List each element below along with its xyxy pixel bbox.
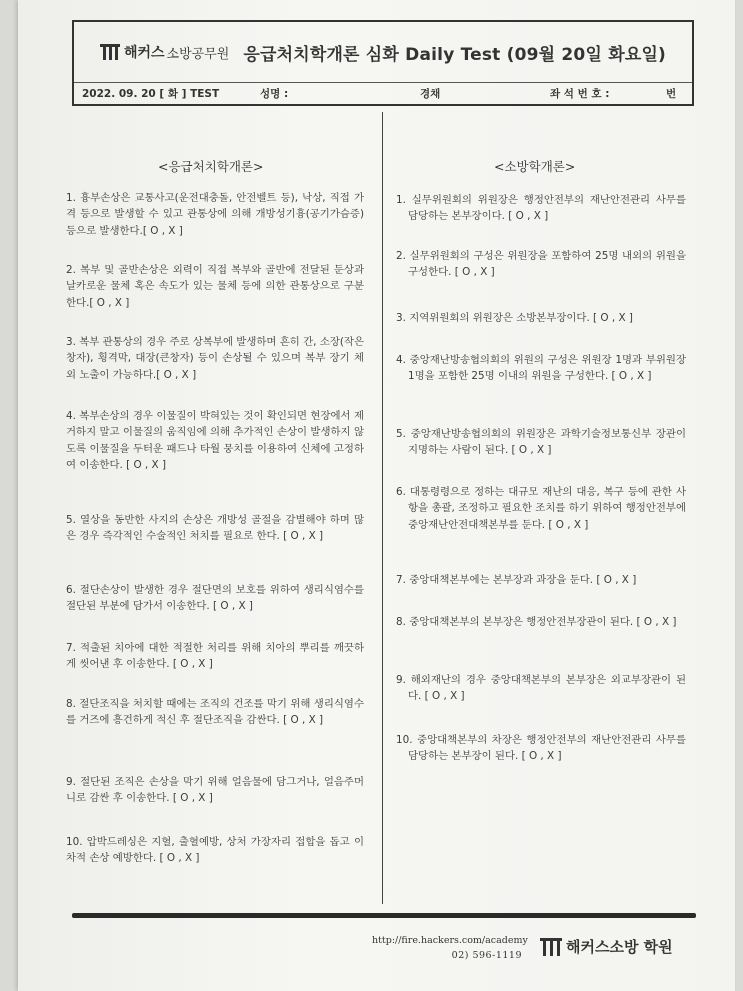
- hackers-logo-icon: [100, 44, 120, 60]
- grader-label: 경채: [420, 88, 441, 100]
- seat-label: 좌 석 번 호 :: [550, 88, 610, 100]
- left-question-7: 7. 적출된 치아에 대한 적절한 처리를 위해 치아의 뿌리를 깨끗하게 씻어낸 후 이송한다. [ O , X ]: [66, 642, 364, 671]
- info-row: [74, 83, 692, 103]
- header-title-row: [74, 22, 692, 83]
- left-question-5: 5. 열상을 동반한 사지의 손상은 개방성 골절을 감별해야 하며 많은 경우 즉각적인 수술적인 처치를 필요로 한다. [ O , X ]: [66, 514, 364, 543]
- footer-phone: 02) 596-1119: [451, 950, 522, 961]
- right-section-title: <소방학개론>: [494, 159, 576, 174]
- left-question-4: 4. 복부손상의 경우 이물질이 박혀있는 것이 확인되면 현장에서 제거하지 말고 이물질의 움직임에 의해 추가적인 손상이 발생하지 않도록 이물질을 두터운 패드나 타월 뭉치를 이용하여 신체에 고정하여 이송한다. [ O , X ]: [66, 410, 364, 472]
- column-divider: [382, 112, 383, 904]
- left-question-9: 9. 절단된 조직은 손상을 막기 위해 얼음물에 담그거나, 얼음주머니로 감싼 후 이송한다. [ O , X ]: [66, 776, 364, 805]
- brand-name: 해커스: [123, 45, 165, 61]
- seat-suffix: 번: [666, 88, 677, 100]
- left-question-3: 3. 복부 관통상의 경우 주로 상복부에 발생하며 흔히 간, 소장(작은창자), 횡격막, 대장(큰창자) 등이 손상될 수 있으며 복부 장기 체외 노출이 가능하다.[ O , X ]: [66, 336, 364, 381]
- left-section-title: <응급처치학개론>: [158, 159, 264, 174]
- footer-logo: [540, 936, 673, 957]
- left-question-10: 10. 압박드레싱은 지혈, 출혈예방, 상처 가장자리 접합을 돕고 이차적 손상 예방한다. [ O , X ]: [66, 836, 364, 865]
- right-question-3: 3. 지역위원회의 위원장은 소방본부장이다. [ O , X ]: [396, 312, 633, 324]
- right-question-9: 9. 해외재난의 경우 중앙대책본부의 본부장은 외교부장관이 된다. [ O , X ]: [396, 674, 686, 703]
- footer-rule: [72, 913, 696, 918]
- footer-url: http://fire.hackers.com/academy: [372, 935, 528, 946]
- test-date: 2022. 09. 20 [ 화 ] TEST: [82, 88, 220, 100]
- right-question-6: 6. 대통령령으로 정하는 대규모 재난의 대응, 복구 등에 관한 사항을 총괄, 조정하고 필요한 조치를 하기 위하여 행정안전부에 중앙재난안전대책본부를 둔다. [ O , X ]: [396, 486, 686, 531]
- right-question-4: 4. 중앙재난방송협의회의 위원의 구성은 위원장 1명과 부위원장 1명을 포함한 25명 이내의 위원을 구성한다. [ O , X ]: [396, 354, 686, 383]
- right-question-7: 7. 중앙대책본부에는 본부장과 과장을 둔다. [ O , X ]: [396, 574, 637, 586]
- right-question-8: 8. 중앙대책본부의 본부장은 행정안전부장관이 된다. [ O , X ]: [396, 616, 677, 628]
- right-question-1: 1. 실무위원회의 위원장은 행정안전부의 재난안전관리 사무를 담당하는 본부장이다. [ O , X ]: [396, 194, 686, 223]
- footer-brand: 해커스소방 학원: [566, 938, 673, 956]
- name-label: 성명 :: [260, 88, 289, 100]
- left-question-6: 6. 절단손상이 발생한 경우 절단면의 보호를 위하여 생리식염수를 절단된 부분에 담가서 이송한다. [ O , X ]: [66, 584, 364, 613]
- page-title: 응급처치학개론 심화 Daily Test (09월 20일 화요일): [243, 44, 667, 65]
- header-box: [72, 20, 694, 106]
- hackers-footer-logo-icon: [540, 938, 562, 956]
- left-question-1: 1. 흉부손상은 교통사고(운전대충돌, 안전벨트 등), 낙상, 직접 가격 등으로 발생할 수 있고 관통상에 의해 개방성기흉(공기가슴증) 등으로 발생한다.[ O , X ]: [66, 192, 364, 237]
- brand-subtitle: 소방공무원: [166, 46, 230, 62]
- right-question-5: 5. 중앙재난방송협의회의 위원장은 과학기술정보통신부 장관이 지명하는 사람이 된다. [ O , X ]: [396, 428, 686, 457]
- right-question-10: 10. 중앙대책본부의 차장은 행정안전부의 재난안전관리 사무를 담당하는 본부장이 된다. [ O , X ]: [396, 734, 686, 763]
- right-question-2: 2. 실무위원회의 구성은 위원장을 포함하여 25명 내외의 위원을 구성한다. [ O , X ]: [396, 250, 686, 279]
- left-question-2: 2. 복부 및 골반손상은 외력이 직접 복부와 골반에 전달된 둔상과 날카로운 물체 혹은 속도가 있는 물체 등에 의한 관통상으로 구분한다.[ O , X ]: [66, 264, 364, 309]
- left-question-8: 8. 절단조직을 처치할 때에는 조직의 건조를 막기 위해 생리식염수를 거즈에 흥건하게 적신 후 절단조직을 감싼다. [ O , X ]: [66, 698, 364, 727]
